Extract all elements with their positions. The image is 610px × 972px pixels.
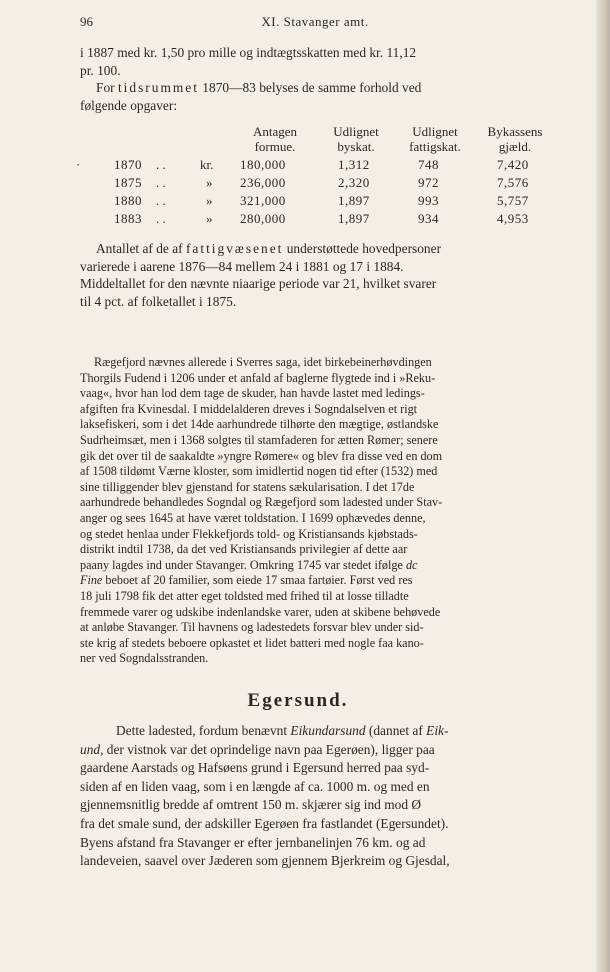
intro-paragraph	[80, 44, 556, 114]
text-line: ste krig af stedets beboere opkastet et lidet batteri med nogle faa kano-	[80, 635, 424, 650]
text-line: gjennemsnitlig bredde af omtrent 150 m. skjærer sig ind mod Ø	[80, 797, 422, 813]
text-line: vaag«, hvor han lod dem tage de skuder, han havde lastet med ledings-	[80, 386, 425, 401]
text-line: afgiften fra Kvinesdal. I middelalderen dreves i Sogndalselven et rigt	[80, 401, 418, 416]
text-line: laksefiskeri, som i det 14de aarhundrede tilhørte den mægtige, østlandske	[80, 417, 439, 432]
text-line: 18 juli 1798 fik det atter eget toldsted med frihed til at losse tilladte	[80, 588, 409, 603]
text-line: Thorgils Fudend i 1206 under et anfald af baglerne flygtede ind i »Reku-	[80, 370, 436, 385]
text-line: anger og sees 1645 at have været toldstation. I 1699 ophævedes denne,	[80, 510, 426, 525]
text-line: siden af en liden vaag, som i en længde af ca. 1000 m. og med en	[80, 778, 430, 794]
table-row: 1883 . . » 280,000 1,897 934 4,953	[114, 211, 529, 226]
text-line: Dette ladested, fordum benævnt Eikundarsund (dannet af Eik-	[116, 723, 449, 738]
text-line: Middeltallet for den nævnte niaarige periode var 21, hvilket svarer	[80, 276, 437, 291]
text-line: Antallet af de af fattigvæsenet understøttede hovedpersoner	[96, 241, 442, 256]
text-line: til 4 pct. af folketallet i 1875.	[80, 293, 237, 309]
text-line: fra det smale sund, der adskiller Egerøen fra fastlandet (Egersundet).	[80, 815, 449, 831]
historical-note	[80, 355, 556, 667]
text-line: distrikt indtil 1738, da det ved Kristiansands privilegier af dette aar	[80, 542, 408, 557]
table-row: · 1870 . . kr. 180,000 1,312 748 7,420	[76, 157, 529, 172]
text-line: af 1508 tildømt Værne kloster, som imidlertid nogen tid efter (1532) med	[80, 464, 438, 479]
text-line: fremmede varer og udskibe indenlandske varer, uden at skibene behøvede	[80, 604, 441, 619]
page-number: 96	[80, 14, 93, 29]
text-line: pr. 100.	[80, 62, 121, 78]
text-line: følgende opgaver:	[80, 97, 178, 113]
text-line: Byens afstand fra Stavanger er efter jernbanelinjen 76 km. og ad	[80, 834, 426, 850]
table-row: 1880 . . » 321,000 1,897 993 5,757	[114, 193, 529, 208]
text-line: gik det over til de saakaldte »yngre Rømere« og blev fra disse ved en dom	[80, 448, 443, 463]
column-header: Udlignet byskat.	[333, 124, 379, 154]
text-line: varierede i aarene 1876—84 mellem 24 i 1881 og 17 i 1884.	[80, 258, 404, 274]
text-line: sine tilliggender blev gjenstand for statens sækularisation. I det 17de	[80, 479, 415, 494]
text-line: aarhundrede behandledes Sogndal og Rægefjord som ladested under Stav-	[80, 495, 443, 510]
column-header: Antagen formue.	[252, 124, 298, 154]
text-line: Rægefjord nævnes allerede i Sverres saga, idet birkebeinerhøvdingen	[94, 355, 432, 369]
text-line: og stedet henlaa under Flekkefjords told- og Kristiansands kjøbstads-	[80, 526, 418, 541]
running-head: XI. Stavanger amt.	[261, 14, 369, 29]
text-line: i 1887 med kr. 1,50 pro mille og indtægtsskatten med kr. 11,12	[80, 45, 417, 60]
text-line: Sudrheimsæt, men i 1368 solgtes til stamfaderen for ætten Rømer; senere	[80, 432, 438, 447]
page-header	[80, 14, 550, 34]
text-line: For tidsrummet 1870—83 belyses de samme forhold ved	[96, 80, 422, 95]
egersund-paragraph	[80, 722, 556, 871]
section-title: Egersund.	[247, 690, 349, 711]
text-line: und, der vistnok var det oprindelige navn paa Egerøen), ligger paa	[80, 741, 435, 757]
text-line: landeveien, saavel over Jæderen som gjennem Bjerkreim og Gjesdal,	[80, 853, 450, 869]
column-header: Bykassens gjæld.	[487, 124, 543, 154]
text-line: Fine beboet af 20 familier, som eiede 17 smaa fartøier. Først ved res	[80, 573, 413, 588]
text-line: gaardene Aarstads og Hafsøens grund i Egersund herred paa syd-	[80, 760, 430, 776]
text-line: at anløbe Stavanger. Til havnens og ladestedets forsvar blev under sid-	[80, 620, 424, 635]
text-line: ner ved Sogndalsstranden.	[80, 651, 209, 666]
table-row: 1875 . . » 236,000 2,320 972 7,576	[114, 175, 529, 190]
column-header: Udlignet fattigskat.	[409, 124, 461, 154]
poor-relief-paragraph	[80, 240, 556, 310]
text-line: paany lagdes ind under Stavanger. Omkring 1745 var stedet ifølge dc	[80, 557, 418, 572]
page-edge	[596, 0, 610, 972]
